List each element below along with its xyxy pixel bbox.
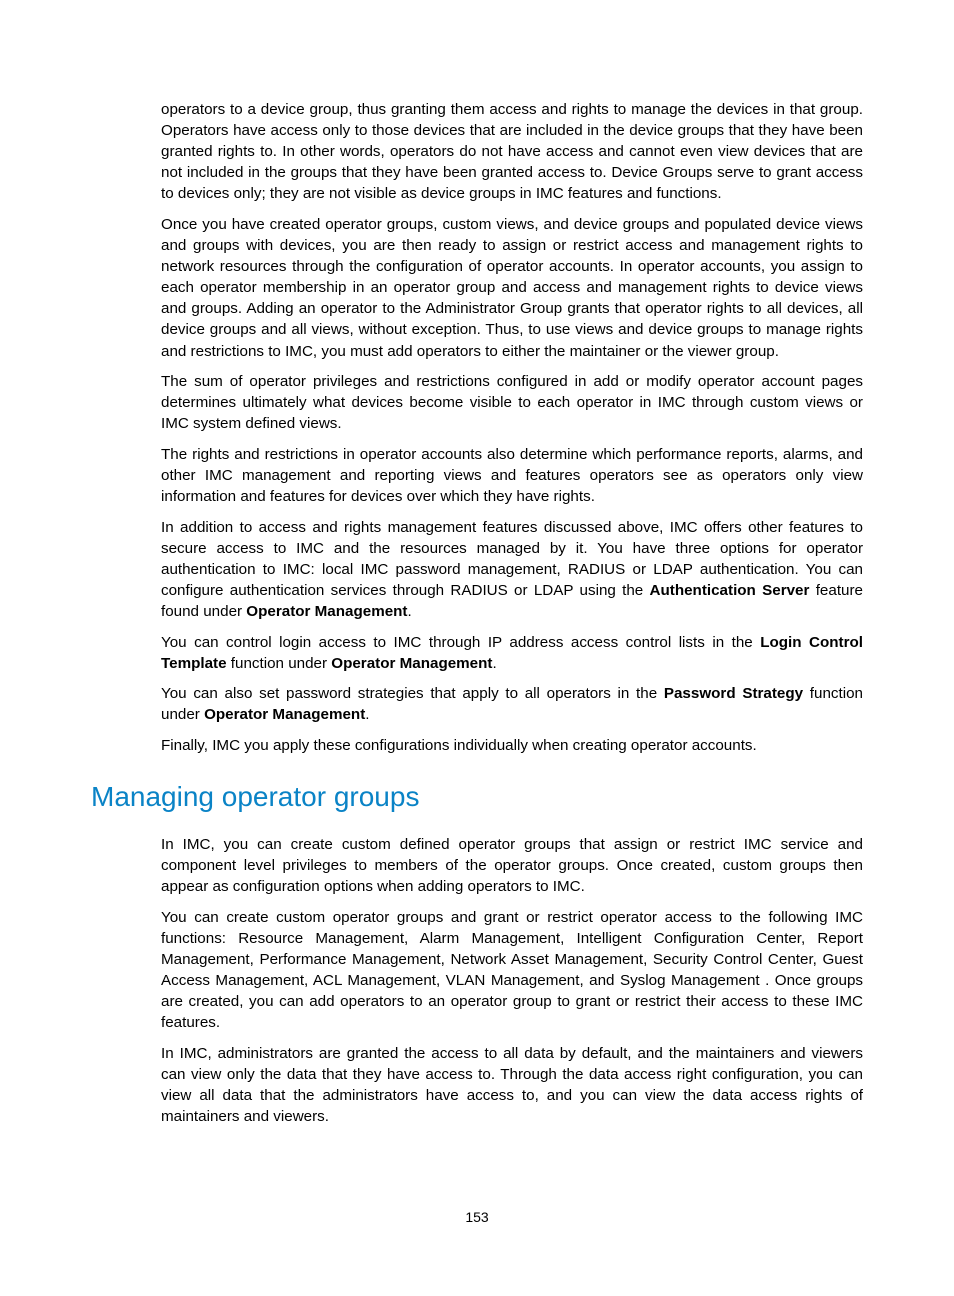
intro-body — [161, 99, 863, 756]
text-run: . — [492, 654, 497, 672]
text-run: function under — [161, 685, 863, 724]
paragraph: The sum of operator privileges and restrictions configured in add or modify operator account pages determines ultimately what devices become visible to each operator in IMC through custom views or IMC system defined views. — [161, 373, 863, 433]
paragraph: You can create custom operator groups and grant or restrict operator access to the following IMC functions: Resource Management, Alarm Management, Intelligent Configuration Center, Report Management, Performance Management, Network Asset Management, Security Control Center, Guest Access Management, ACL Management, VLAN Management, and Syslog Management . Once groups are created, you can add operators to an operator group to grant or restrict their access to these IMC features. — [161, 908, 863, 1032]
ui-term-password-strategy: Password Strategy — [663, 685, 804, 703]
paragraph-login-control — [161, 632, 863, 674]
paragraph: In IMC, administrators are granted the access to all data by default, and the maintainers and viewers can view only the data that they have access to. Through the data access right configuration, you can view all data that the administrators have access to, and you can view the data access rights of maintainers and viewers. — [161, 1044, 863, 1126]
ui-term-authentication-server: Authentication Server — [649, 581, 810, 599]
ui-term-operator-management: Operator Management — [246, 603, 408, 621]
paragraph-password-strategy — [161, 683, 863, 725]
section-heading: Managing operator groups — [91, 781, 420, 812]
ui-term-operator-management: Operator Management — [331, 654, 493, 672]
ui-term-login-control-template: Login Control Template — [161, 633, 863, 672]
paragraph: operators to a device group, thus granting them access and rights to manage the devices in that group. Operators have access only to those devices that are included in the device groups that they have been granted rights to. In other words, operators do not have access and cannot even view devices that are not included in the groups that they have been granted access to. Device Groups serve to grant access to devices only; they are not visible as device groups in IMC features and functions. — [161, 101, 863, 203]
paragraph: In IMC, you can create custom defined operator groups that assign or restrict IMC service and component level privileges to members of the operator groups. Once created, custom groups then appear as configuration options when adding operators to IMC. — [161, 836, 863, 896]
text-run: You can control login access to IMC through IP address access control lists in the — [161, 633, 761, 651]
paragraph-authentication — [161, 517, 863, 622]
text-run: feature found under — [161, 581, 863, 621]
text-run: function under — [226, 654, 332, 672]
paragraph: The rights and restrictions in operator accounts also determine which performance reports, alarms, and other IMC management and reporting views and features operators see as operators only view information and features for devices over which they have rights. — [161, 445, 863, 506]
text-run: You can also set password strategies that apply to all operators in the — [161, 685, 664, 703]
page-number: 153 — [465, 1209, 489, 1225]
section-body — [161, 834, 863, 1137]
ui-term-operator-management: Operator Management — [204, 706, 366, 724]
text-run: In addition to access and rights management features discussed above, IMC offers other features to secure access to IMC and the resources managed by it. You have three options for operator authentication to IMC: local IMC password management, RADIUS or LDAP authentication. You can configure authentication services through RADIUS or LDAP using the — [161, 518, 863, 599]
paragraph: Finally, IMC you apply these configurations individually when creating operator accounts. — [161, 737, 757, 755]
paragraph: Once you have created operator groups, custom views, and device groups and populated device views and groups with devices, you are then ready to assign or restrict access and management rights to network resources through the configuration of operator accounts. In operator accounts, you assign to each operator membership in an operator group and access and management rights to device views and groups. Adding an operator to the Administrator Group grants that operator rights to all devices, all device groups and all views, without exception. Thus, to use views and device groups to manage rights and restrictions to IMC, you must add operators to either the maintainer or the viewer group. — [161, 215, 863, 360]
text-run: . — [365, 706, 370, 724]
text-run: . — [407, 603, 412, 621]
